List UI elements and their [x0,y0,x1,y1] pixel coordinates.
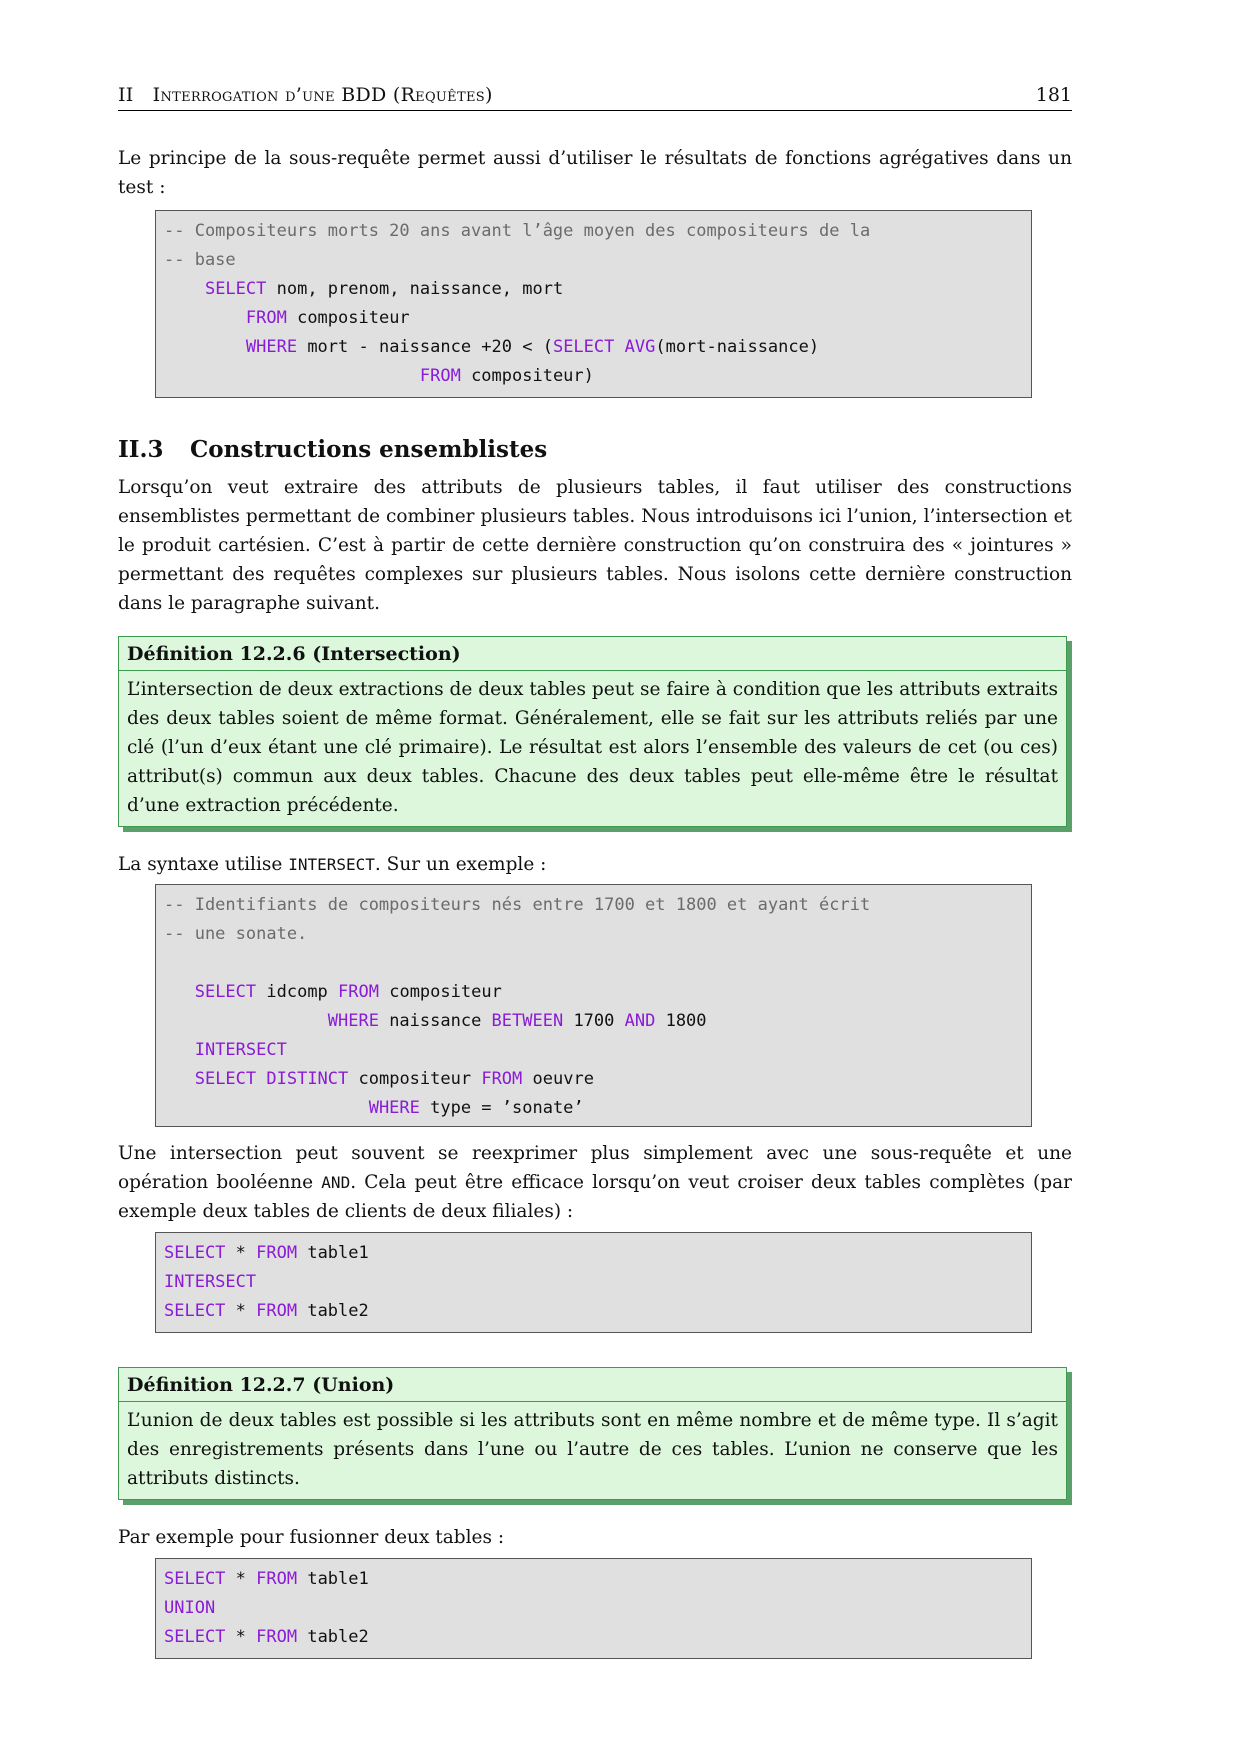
sql-keyword: FROM [419,366,461,386]
code-text: * [225,1301,257,1321]
sql-keyword: FROM [245,308,287,328]
paragraph-text: La syntaxe utilise [118,854,289,875]
definition-body: L’union de deux tables est possible si les attributs sont en même nombre et de même type. Il s’agit des enregistrements présents dans l’une ou l’autre de ces tables. L’union ne conserve que les attributs distincts. [127,1410,1058,1489]
code-line [164,1594,1023,1623]
definition-box-union [118,1367,1067,1500]
code-text: (mort-naissance) [655,337,820,357]
header-chapter-title: Interrogation d’une BDD (Requêtes) [152,84,493,106]
sql-keyword: BETWEEN [491,1011,564,1031]
code-comment: -- base [164,250,236,270]
code-text: compositeur) [460,366,594,386]
sql-keyword: SELECT [164,1243,226,1263]
code-text: compositeur [286,308,410,328]
section-number: II.3 [118,436,164,463]
code-line [164,1065,1023,1094]
sql-keyword: FROM [338,982,379,1002]
code-line [164,333,1023,362]
code-text: mort - naissance +20 < ( [297,337,553,357]
sql-keyword: UNION [164,1598,216,1618]
code-line [164,978,1023,1007]
section-heading [118,436,1072,463]
sql-keyword: SELECT [204,279,267,299]
code-text: table2 [297,1627,369,1647]
code-text: oeuvre [522,1069,594,1089]
code-line [164,275,1023,304]
code-text: * [225,1569,257,1589]
code-block-intersect-tables [155,1232,1032,1333]
code-line [164,1094,1023,1123]
sql-keyword: AND [624,1011,656,1031]
code-comment: -- Identifiants de compositeurs nés entre 1700 et 1800 et ayant écrit [164,895,871,915]
code-line [164,1565,1023,1594]
code-text: 1700 [563,1011,625,1031]
definition-title: Définition 12.2.7 (Union) [119,1372,1066,1402]
sql-keyword: WHERE [368,1098,420,1118]
code-comment: -- Compositeurs morts 20 ans avant l’âge moyen des compositeurs de la [164,221,871,241]
code-line [164,1007,1023,1036]
definition-body: L’intersection de deux extractions de deux tables peut se faire à condition que les attributs extraits des deux tables soient de même format. Généralement, elle se fait sur les attributs reliés par une clé (l’un d’eux étant une clé primaire). Le résultat est alors l’ensemble des valeurs de cet (ou ces) attribut(s) commun aux deux tables. Chacune des deux tables peut elle-même être le résultat d’une extraction précédente. [127,679,1058,816]
code-text: type = ’sonate’ [419,1098,584,1118]
sql-keyword: WHERE [327,1011,379,1031]
section-title: Constructions ensemblistes [190,436,548,463]
intro-paragraph: Le principe de la sous-requête permet aussi d’utiliser le résultats de fonctions agrégatives dans un test : [118,148,1072,198]
sql-keyword: DISTINCT [256,1069,349,1089]
code-text: naissance [378,1011,492,1031]
sql-keyword: INTERSECT [164,1272,257,1292]
page-number: 181 [1035,84,1072,106]
sql-keyword: FROM [256,1569,298,1589]
definition-title: Définition 12.2.6 (Intersection) [119,641,1066,671]
code-line [164,1623,1023,1652]
inline-code: AND [321,1173,351,1192]
code-block-subquery [155,210,1032,398]
code-text: compositeur [378,982,502,1002]
header-chapter-number: II [118,84,134,106]
paragraph-text: Une intersection peut souvent se reexprimer plus simplement avec une sous-requête et une opération booléenne [118,1143,1072,1193]
code-text: table1 [297,1569,369,1589]
syntax-paragraph [118,850,1072,879]
code-text: idcomp [256,982,339,1002]
sql-keyword: FROM [481,1069,523,1089]
code-line [164,1239,1023,1268]
sql-keyword: SELECT [164,1301,226,1321]
code-line [164,304,1023,333]
code-text: * [225,1243,257,1263]
sql-keyword: WHERE [245,337,298,357]
intersection-paragraph [118,1139,1072,1226]
sql-keyword: FROM [256,1627,298,1647]
code-block-union [155,1558,1032,1659]
sql-keyword: FROM [256,1301,298,1321]
code-blank-line [164,949,1023,978]
page [118,84,1072,1659]
sql-keyword: AVG [624,337,656,357]
inline-code: INTERSECT [288,855,375,874]
code-line [164,1268,1023,1297]
code-text: 1800 [655,1011,707,1031]
sql-keyword: SELECT [164,1627,226,1647]
sql-keyword: SELECT [552,337,615,357]
code-block-intersect [155,884,1032,1127]
sql-keyword: INTERSECT [194,1040,287,1060]
sql-keyword: SELECT [164,1569,226,1589]
running-header [118,84,1072,111]
sql-keyword: FROM [256,1243,298,1263]
definition-box-intersection [118,636,1067,827]
code-text: * [225,1627,257,1647]
code-comment: -- une sonate. [164,924,308,944]
code-line [164,1297,1023,1326]
section-paragraph: Lorsqu’on veut extraire des attributs de plusieurs tables, il faut utiliser des constructions ensemblistes permettant de combiner plusieurs tables. Nous introduisons ici l’union, l’intersection et le produit cartésien. C’est à partir de cette dernière construction qu’on construira des « jointures » permettant des requêtes complexes sur plusieurs tables. Nous isolons cette dernière construction dans le paragraphe suivant. [118,477,1072,614]
code-line [164,1036,1023,1065]
union-paragraph: Par exemple pour fusionner deux tables : [118,1527,505,1548]
header-chapter [118,84,493,106]
paragraph-text: . Cela peut être efficace lorsqu’on veut croiser deux tables complètes (par exemple deux tables de clients de deux filiales) : [118,1172,1072,1222]
code-line [164,362,1023,391]
code-text: table2 [297,1301,369,1321]
code-text: nom, prenom, naissance, mort [266,279,564,299]
code-text: compositeur [348,1069,482,1089]
sql-keyword: SELECT [194,1069,257,1089]
code-text: table1 [297,1243,369,1263]
paragraph-text: . Sur un exemple : [374,854,547,875]
sql-keyword: SELECT [194,982,257,1002]
